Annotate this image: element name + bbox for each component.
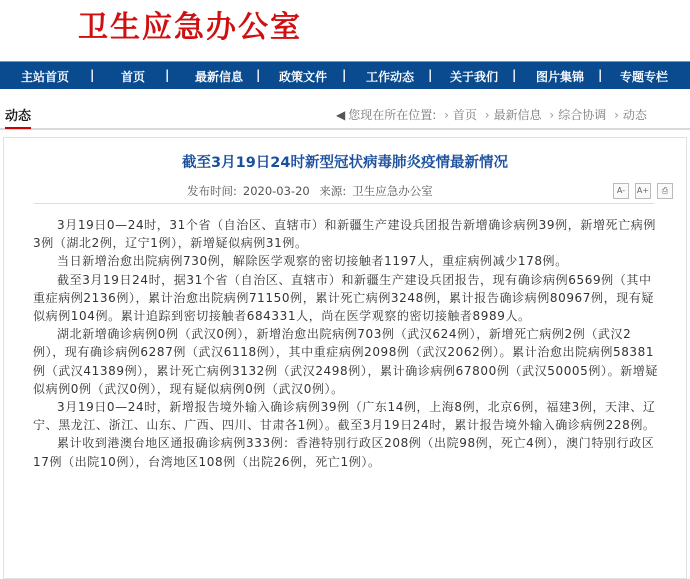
article-title: 截至3月19日24时新型冠状病毒肺炎疫情最新情况: [182, 155, 508, 171]
font-increase-icon[interactable]: A+: [635, 183, 651, 199]
breadcrumb-item-latest[interactable]: 最新信息: [493, 108, 542, 122]
nav-item-policy[interactable]: 政策文件: [279, 70, 328, 84]
main-nav: [0, 61, 690, 89]
nav-separator: |: [90, 68, 95, 82]
breadcrumb-separator: ›: [614, 108, 619, 122]
nav-item-gallery[interactable]: 图片集锦: [536, 70, 585, 84]
nav-separator: |: [512, 68, 517, 82]
article-paragraph: 3月19日0—24时，新增报告境外输入确诊病例39例（广东14例，上海8例，北京6例，福建3例，天津、辽宁、黑龙江、浙江、山东、广西、四川、甘肃各1例）。截至3月19日24时，累计报告境外输入确诊病例228例。: [33, 400, 656, 433]
nav-separator: |: [598, 68, 603, 82]
font-tools: [613, 183, 673, 199]
divider: [34, 203, 654, 204]
publish-label: 发布时间:: [187, 184, 237, 198]
breadcrumb-item-news[interactable]: 动态: [622, 108, 647, 122]
site-header: [0, 0, 690, 60]
breadcrumb-separator: ›: [444, 108, 449, 122]
article-paragraph: 当日新增治愈出院病例730例，解除医学观察的密切接触者1197人，重症病例减少178例。: [57, 254, 568, 269]
nav-item-main-home[interactable]: 主站首页: [21, 70, 70, 84]
breadcrumb: [336, 106, 647, 123]
print-icon[interactable]: ⎙: [657, 183, 673, 199]
source-label: 来源:: [319, 184, 347, 198]
publish-date: 2020-03-20: [242, 184, 310, 198]
breadcrumb-bar: [0, 100, 690, 130]
nav-separator: |: [428, 68, 433, 82]
nav-item-topics[interactable]: 专题专栏: [620, 70, 669, 84]
article-paragraph: 湖北新增确诊病例0例（武汉0例），新增治愈出院病例703例（武汉624例），新增死亡病例2例（武汉2例），现有确诊病例6287例（武汉6118例），其中重症病例2098例（武汉2062例）。累计治愈出院病例58381例（武汉41389例），累计死亡病例3132例（武汉2498例），累计确诊病例67800例（武汉50005例）。新增疑似病例0例（武汉0例），现有疑似病例0例（武汉0例）。: [33, 327, 659, 396]
breadcrumb-item-coordination[interactable]: 综合协调: [558, 108, 607, 122]
article-paragraph: 截至3月19日24时，据31个省（自治区、直辖市）和新疆生产建设兵团报告，现有确诊病例6569例（其中重症病例2136例），累计治愈出院病例71150例，累计死亡病例3248例，累计报告确诊病例80967例，现有疑似病例104例。累计追踪到密切接触者684331人，尚在医学观察的密切接触者8989人。: [33, 272, 655, 324]
nav-separator: |: [256, 68, 261, 82]
breadcrumb-lead: 您现在所在位置:: [348, 108, 437, 122]
article-body: [33, 216, 661, 471]
breadcrumb-separator: ›: [549, 108, 555, 122]
font-decrease-icon[interactable]: A-: [613, 183, 629, 199]
article-panel: [3, 137, 687, 579]
source-name: 卫生应急办公室: [352, 184, 433, 198]
section-title: 动态: [5, 105, 31, 129]
nav-separator: |: [165, 68, 170, 82]
nav-separator: |: [342, 68, 347, 82]
nav-item-work-news[interactable]: 工作动态: [366, 70, 415, 84]
article-paragraph: 3月19日0—24时，31个省（自治区、直辖市）和新疆生产建设兵团报告新增确诊病例39例，新增死亡病例3例（湖北2例，辽宁1例），新增疑似病例31例。: [33, 218, 656, 251]
site-title[interactable]: 卫生应急办公室: [78, 10, 302, 45]
nav-item-about[interactable]: 关于我们: [450, 70, 499, 84]
arrow-left-icon: ◀: [336, 108, 346, 122]
article-meta: [187, 183, 439, 199]
article-paragraph: 累计收到港澳台地区通报确诊病例333例：香港特别行政区208例（出院98例，死亡4例），澳门特别行政区17例（出院10例），台湾地区108例（出院26例，死亡1例）。: [33, 436, 655, 469]
nav-item-latest[interactable]: 最新信息: [195, 70, 244, 84]
breadcrumb-separator: ›: [484, 108, 490, 122]
breadcrumb-item-home[interactable]: 首页: [452, 108, 477, 122]
nav-item-home[interactable]: 首页: [121, 70, 146, 84]
